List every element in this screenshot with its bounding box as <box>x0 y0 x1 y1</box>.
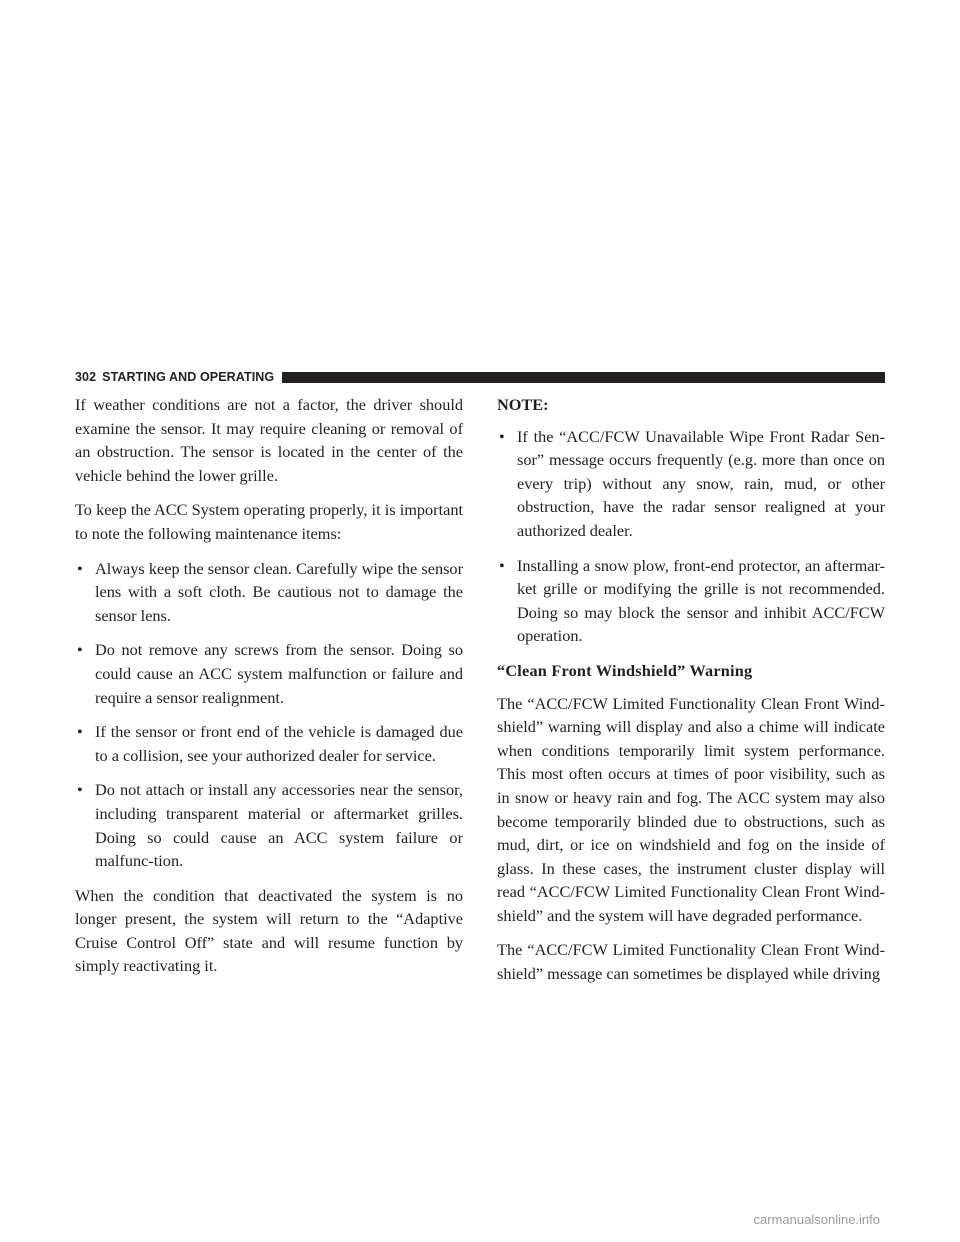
list-item <box>75 638 463 709</box>
list-item <box>497 425 885 543</box>
bullet-icon: • <box>77 640 83 660</box>
section-title: STARTING AND OPERATING <box>102 370 275 384</box>
bullet-icon: • <box>77 558 83 578</box>
bullet-icon: • <box>499 426 505 446</box>
list-item-text: Installing a snow plow, front-end protector, an aftermar-ket grille or modifying the grille is not recommended. Doing so may block the sensor and inhibit ACC/FCW operation. <box>517 555 885 646</box>
bullet-icon: • <box>77 722 83 742</box>
list-item <box>497 554 885 648</box>
bullet-icon: • <box>499 555 505 575</box>
maintenance-list <box>75 557 463 873</box>
list-item <box>75 557 463 628</box>
left-column <box>75 393 463 989</box>
watermark: carmanualsonline.info <box>753 1212 880 1227</box>
list-item-text: If the “ACC/FCW Unavailable Wipe Front Radar Sen-sor” message occurs frequently (e.g. more than once on every trip) without any snow, rain, mud, or other obstruction, have the radar sensor realigned at your authorized dealer. <box>517 426 885 540</box>
list-item-text: If the sensor or front end of the vehicle is damaged due to a collision, see your authorized dealer for service. <box>95 722 463 765</box>
section-heading: “Clean Front Windshield” Warning <box>497 660 753 680</box>
note-label: NOTE: <box>497 395 549 414</box>
paragraph-weather: If weather conditions are not a factor, the driver should examine the sensor. It may require cleaning or removal of an obstruction. The sensor is located in the center of the vehicle behind the lower grille. <box>75 395 463 485</box>
page-header <box>75 368 885 386</box>
header-rule <box>282 372 885 383</box>
right-column <box>497 393 885 997</box>
list-item-text: Do not remove any screws from the sensor. Doing so could cause an ACC system malfunction or failure and require a sensor realignment. <box>95 640 463 707</box>
list-item-text: Do not attach or install any accessories near the sensor, including transparent material or aftermarket grilles. Doing so could cause an ACC system failure or malfunc-tion. <box>95 780 463 871</box>
list-item <box>75 720 463 767</box>
paragraph-windshield-warning: The “ACC/FCW Limited Functionality Clean Front Wind-shield” warning will display and also a chime will indicate when conditions temporarily limit system performance. This most often occurs at times of poor visibility, such as in snow or heavy rain and fog. The ACC system may also become temporarily blinded due to obstructions, such as mud, dirt, or ice on windshield and fog on the inside of glass. In these cases, the instrument cluster display will read “ACC/FCW Limited Functionality Clean Front Wind-shield” and the system will have degraded performance. <box>497 693 885 925</box>
bullet-icon: • <box>77 780 83 800</box>
list-item-text: Always keep the sensor clean. Carefully wipe the sensor lens with a soft cloth. Be cautious not to damage the sensor lens. <box>95 558 463 625</box>
paragraph-maintenance-intro: To keep the ACC System operating properly, it is important to note the following maintenance items: <box>75 500 463 543</box>
paragraph-reactivation: When the condition that deactivated the system is no longer present, the system will return to the “Adaptive Cruise Control Off” state and will resume function by simply reactivating it. <box>75 885 463 976</box>
paragraph-windshield-message: The “ACC/FCW Limited Functionality Clean Front Wind-shield” message can sometimes be displayed while driving <box>497 940 885 984</box>
page-number: 302 <box>75 370 97 384</box>
header-label <box>75 370 274 384</box>
note-list <box>497 425 885 648</box>
list-item <box>75 778 463 872</box>
